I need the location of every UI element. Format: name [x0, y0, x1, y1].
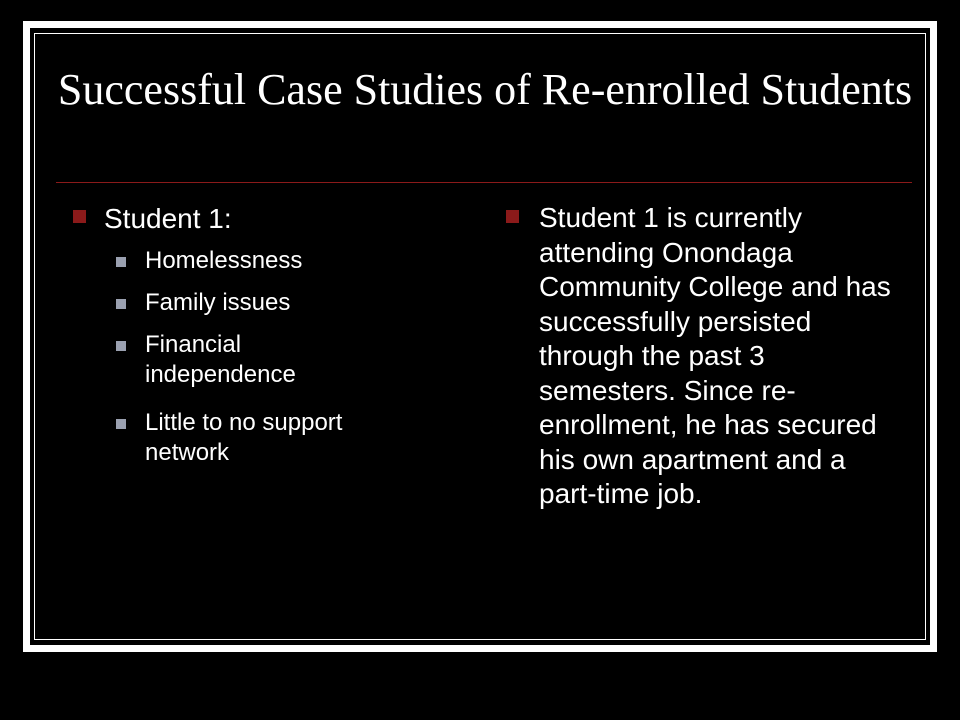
list-item: Family issues — [145, 289, 291, 316]
student-heading: Student 1: — [104, 203, 232, 234]
bullet-square-icon — [73, 210, 86, 223]
title-divider — [56, 182, 912, 183]
case-description: Student 1 is currently attending Onondaga Community College and has successfully persisted through the past 3 semesters. Since re-enrollment, he has secured his own apartment and a part-time job. — [539, 202, 891, 509]
list-item: Financial independence — [145, 331, 296, 388]
bullet-square-icon — [506, 210, 519, 223]
sub-bullet-icon — [116, 419, 126, 429]
sub-bullet-icon — [116, 299, 126, 309]
sub-bullet-icon — [116, 257, 126, 267]
sub-bullet-icon — [116, 341, 126, 351]
list-item: Homelessness — [145, 247, 303, 274]
slide-title: Successful Case Studies of Re-enrolled Students — [57, 65, 913, 114]
list-item: Little to no support network — [145, 409, 343, 466]
